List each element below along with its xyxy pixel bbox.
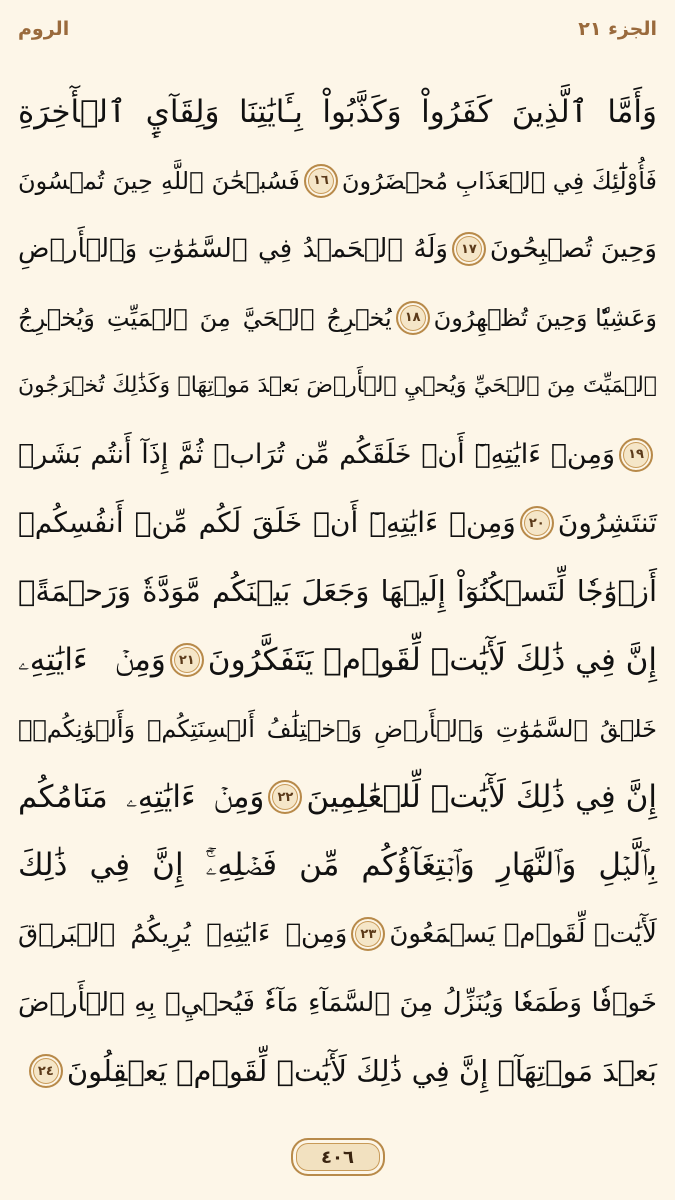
text-line <box>18 900 657 969</box>
text-line <box>18 558 657 627</box>
quran-text <box>18 78 657 1106</box>
ayah-number-marker: ٢٣ <box>351 917 385 951</box>
verse-text: إِنَّ فِي ذَٰلِكَ لَأٓيَٰتٖ لِّقَوۡمٖ يَتَفَكَّرُونَ <box>207 641 657 678</box>
verse-text: إِنَّ فِي ذَٰلِكَ لَأٓيَٰتٖ لِّلۡعَٰلِمِينَ <box>306 778 657 815</box>
verse-text: وَعَشِيّٗا وَحِينَ تُظۡهِرُونَ <box>433 303 657 332</box>
verse-text: يُخۡرِجُ ٱلۡحَيَّ مِنَ ٱلۡمَيِّتِ وَيُخۡرِجُ <box>18 303 392 332</box>
ayah-number-marker: ٢٠ <box>520 506 554 540</box>
verse-text: تَنتَشِرُونَ <box>557 506 657 540</box>
ayah-number-marker: ٢٢ <box>268 780 302 814</box>
text-line <box>18 969 657 1038</box>
verse-text: لَأٓيَٰتٖ لِّقَوۡمٖ يَسۡمَعُونَ <box>389 919 657 950</box>
text-line <box>18 147 657 216</box>
verse-text: خَلۡقُ ٱلسَّمَٰوَٰتِ وَٱلۡأَرۡضِ وَٱخۡتِلَٰفُ أَلۡسِنَتِكُمۡ وَأَلۡوَٰنِكُمۡۚ <box>18 714 657 743</box>
text-line <box>18 215 657 284</box>
text-line <box>18 626 657 695</box>
text-line <box>18 695 657 764</box>
text-line <box>18 78 657 147</box>
ayah-number-marker: ١٦ <box>304 164 338 198</box>
page-footer <box>0 1138 675 1176</box>
text-line <box>18 421 657 490</box>
verse-text: وَمِنۡ ءَايَٰتِهِۦٓ أَنۡ خَلَقَ لَكُم مِّنۡ أَنفُسِكُمۡ <box>18 506 516 540</box>
text-line <box>18 284 657 353</box>
verse-text: خَوۡفٗا وَطَمَعٗا وَيُنَزِّلُ مِنَ ٱلسَّمَآءِ مَآءٗ فَيُحۡيِۦ بِهِ ٱلۡأَرۡضَ <box>18 987 657 1018</box>
surah-name: الروم <box>18 18 70 40</box>
juz-label: الجزء ٢١ <box>578 18 657 40</box>
verse-text: وَحِينَ تُصۡبِحُونَ <box>489 234 657 265</box>
ayah-number-marker: ١٧ <box>452 232 486 266</box>
text-line <box>18 489 657 558</box>
text-line <box>18 1037 657 1106</box>
ayah-number-marker: ٢٤ <box>29 1054 63 1088</box>
page-header <box>18 14 657 44</box>
verse-text: أَزۡوَٰجٗا لِّتَسۡكُنُوٓاْ إِلَيۡهَا وَجَعَلَ بَيۡنَكُم مَّوَدَّةٗ وَرَحۡمَةًۚ <box>18 574 657 609</box>
verse-text: وَلَهُ ٱلۡحَمۡدُ فِي ٱلسَّمَٰوَٰتِ وَٱلۡأَرۡضِ <box>18 234 448 265</box>
text-line <box>18 352 657 421</box>
verse-text: وَمِنۡ ءَايَٰتِهِۦ مَنَامُكُم <box>18 778 265 815</box>
page-number: ٤٠٦ <box>321 1146 354 1168</box>
verse-text: وَمِنۡ ءَايَٰتِهِۦٓ أَنۡ خَلَقَكُم مِّن تُرَابٖ ثُمَّ إِذَآ أَنتُم بَشَرٞ <box>18 439 615 471</box>
page-number-badge <box>291 1138 385 1176</box>
verse-text: ٱلۡمَيِّتَ مِنَ ٱلۡحَيِّ وَيُحۡيِ ٱلۡأَرۡضَ بَعۡدَ مَوۡتِهَاۚ وَكَذَٰلِكَ تُخۡرَجُونَ <box>18 373 657 399</box>
text-line <box>18 763 657 832</box>
verse-text: بَعۡدَ مَوۡتِهَآۚ إِنَّ فِي ذَٰلِكَ لَأٓيَٰتٖ لِّقَوۡمٖ يَعۡقِلُونَ <box>66 1053 657 1088</box>
verse-text: وَأَمَّا ٱلَّذِينَ كَفَرُواْ وَكَذَّبُواْ بِـَٔايَٰتِنَا وَلِقَآيِٕ ٱلۡأٓخِرَةِ <box>18 93 657 130</box>
ayah-number-marker: ٢١ <box>170 643 204 677</box>
verse-text: فَأُوْلَٰٓئِكَ فِي ٱلۡعَذَابِ مُحۡضَرُونَ <box>341 166 657 195</box>
verse-text: فَسُبۡحَٰنَ ٱللَّهِ حِينَ تُمۡسُونَ <box>18 166 300 195</box>
ayah-number-marker: ١٨ <box>396 301 430 335</box>
verse-text: وَمِنۡ ءَايَٰتِهِۦ <box>18 641 166 678</box>
ayah-number-marker: ١٩ <box>619 438 653 472</box>
verse-text: بِٱلَّيۡلِ وَٱلنَّهَارِ وَٱبۡتِغَآؤُكُم مِّن فَضۡلِهِۦٓۚ إِنَّ فِي ذَٰلِكَ <box>18 847 657 884</box>
verse-text: وَمِنۡ ءَايَٰتِهِۦ يُرِيكُمُ ٱلۡبَرۡقَ <box>18 919 348 950</box>
text-line <box>18 832 657 901</box>
